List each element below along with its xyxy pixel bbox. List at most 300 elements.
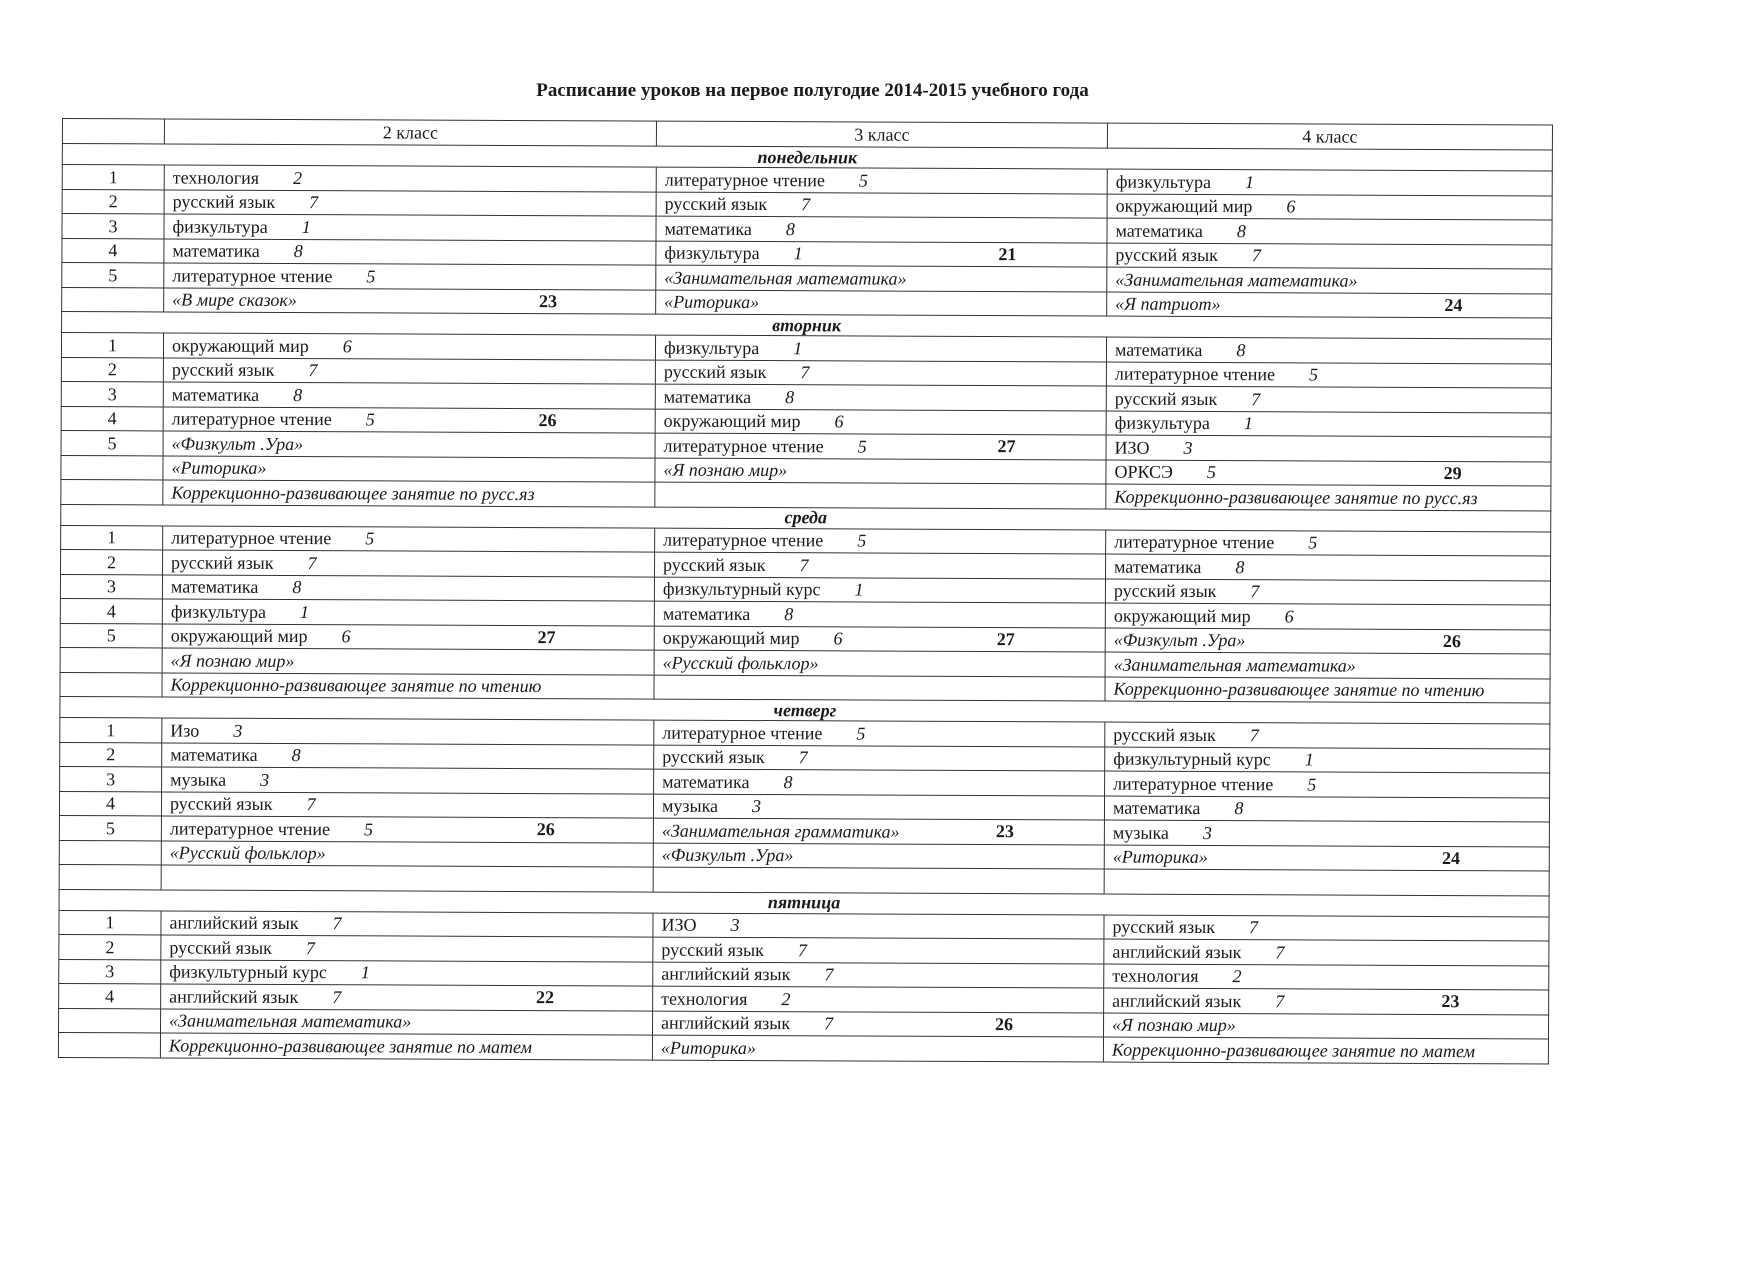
lesson-cell xyxy=(164,238,656,265)
subject: Коррекционно-развивающее занятие по матем xyxy=(168,1035,533,1057)
subject: литературное чтение xyxy=(662,722,823,744)
lesson-cell xyxy=(655,482,1106,508)
weekly-total: 23 xyxy=(538,290,558,311)
lesson-cell xyxy=(656,265,1107,291)
subject: русский язык xyxy=(663,554,766,575)
hours: 6 xyxy=(833,628,843,649)
subject: английский язык xyxy=(1112,990,1242,1011)
lesson-cell xyxy=(1107,243,1552,269)
lesson-number: 1 xyxy=(60,717,162,742)
subject: математика xyxy=(664,218,752,239)
lesson-cell xyxy=(653,843,1104,869)
hours: 2 xyxy=(1232,966,1242,987)
lesson-number: 4 xyxy=(60,598,162,623)
hours: 3 xyxy=(233,720,243,741)
hours: 8 xyxy=(784,603,794,624)
subject: русский язык xyxy=(664,193,768,215)
weekly-total: 23 xyxy=(995,821,1014,842)
hours: 8 xyxy=(1236,220,1246,241)
lesson-number: 2 xyxy=(62,189,164,214)
weekly-total: 26 xyxy=(995,1013,1014,1034)
lesson-cell xyxy=(1107,267,1552,293)
hours: 1 xyxy=(1244,171,1255,192)
subject: физкультура xyxy=(1114,412,1210,434)
hours: 7 xyxy=(1251,245,1261,266)
hours: 7 xyxy=(800,362,810,383)
subject: «Физкульт .Ура» xyxy=(171,433,304,454)
subject: «Занимательная математика» xyxy=(169,1010,412,1032)
subject: русский язык xyxy=(171,359,275,381)
lesson-cell xyxy=(654,675,1105,701)
subject: математика xyxy=(662,771,750,792)
lesson-number: 3 xyxy=(60,574,162,599)
lesson-cell xyxy=(654,720,1105,746)
weekly-total: 24 xyxy=(1444,294,1463,315)
lesson-cell xyxy=(1106,435,1551,461)
subject: физкультура xyxy=(172,216,268,237)
subject: русский язык xyxy=(171,552,274,573)
day-name: понедельник xyxy=(62,144,1552,172)
hours: 7 xyxy=(1250,581,1260,602)
lesson-number xyxy=(60,672,162,697)
hours: 8 xyxy=(293,384,303,405)
lesson-cell xyxy=(1106,362,1551,388)
subject: физкультура xyxy=(664,242,760,264)
lesson-number: 4 xyxy=(62,238,164,263)
lesson-cell xyxy=(161,984,653,1011)
hours: 8 xyxy=(783,771,793,792)
hours: 1 xyxy=(793,337,803,358)
lesson-cell xyxy=(655,528,1106,554)
lesson-cell xyxy=(163,525,655,552)
column-header: 3 класс xyxy=(656,121,1107,148)
hours: 7 xyxy=(309,192,319,213)
lesson-cell xyxy=(1105,771,1550,797)
lesson-cell xyxy=(1103,1037,1548,1063)
subject: музыка xyxy=(661,795,719,817)
lesson-cell xyxy=(656,216,1107,242)
lesson-cell xyxy=(1104,988,1549,1014)
hours: 6 xyxy=(1286,196,1296,217)
subject: математика xyxy=(1112,797,1201,819)
lesson-cell xyxy=(164,263,656,290)
lesson-cell xyxy=(1105,677,1550,703)
subject: английский язык xyxy=(169,912,299,934)
lesson-cell xyxy=(162,742,654,769)
hours: 7 xyxy=(306,794,316,815)
hours: 5 xyxy=(1307,774,1317,795)
day-name: пятница xyxy=(59,889,1549,917)
lesson-cell xyxy=(162,648,654,675)
lesson-row xyxy=(58,1032,1548,1063)
lesson-cell xyxy=(161,910,653,937)
lesson-cell xyxy=(654,626,1105,652)
subject: технология xyxy=(1112,965,1199,987)
lesson-number: 5 xyxy=(59,815,161,840)
subject: литературное чтение xyxy=(663,529,824,551)
lesson-number xyxy=(61,455,163,480)
lesson-cell xyxy=(654,650,1105,676)
hours: 8 xyxy=(785,218,795,239)
subject: математика xyxy=(663,386,752,407)
lesson-cell xyxy=(1104,845,1549,871)
lesson-number xyxy=(61,479,163,504)
lesson-number: 1 xyxy=(61,333,163,358)
hours: 1 xyxy=(300,601,310,622)
lesson-cell xyxy=(164,214,656,241)
hours: 1 xyxy=(793,243,803,264)
lesson-cell xyxy=(1104,820,1549,846)
lesson-cell xyxy=(162,718,654,745)
hours: 3 xyxy=(730,915,740,936)
lesson-cell xyxy=(654,745,1105,771)
hours: 6 xyxy=(342,335,352,357)
lesson-cell xyxy=(162,574,654,601)
lesson-cell xyxy=(1106,337,1551,363)
subject: физкультура xyxy=(170,601,267,622)
lesson-cell xyxy=(653,913,1104,939)
lesson-cell xyxy=(161,935,653,962)
hours: 7 xyxy=(1249,724,1259,745)
lesson-cell xyxy=(656,290,1107,316)
subject: музыка xyxy=(1112,822,1169,843)
weekly-total: 26 xyxy=(538,409,557,430)
lesson-cell xyxy=(656,167,1107,193)
subject: математика xyxy=(662,603,751,624)
subject: русский язык xyxy=(663,361,767,383)
hours: 8 xyxy=(291,745,301,766)
lesson-cell xyxy=(1105,628,1550,654)
subject: ОРКСЭ xyxy=(1114,461,1173,483)
hours: 5 xyxy=(366,266,376,287)
lesson-cell xyxy=(163,382,655,409)
hours: 7 xyxy=(824,964,834,985)
lesson-cell xyxy=(161,791,653,818)
hours: 1 xyxy=(360,962,370,983)
lesson-number: 2 xyxy=(60,742,162,767)
column-header xyxy=(62,119,164,144)
subject: русский язык xyxy=(1115,244,1218,266)
lesson-cell xyxy=(1103,1013,1548,1039)
lesson-number: 3 xyxy=(59,959,161,984)
subject: русский язык xyxy=(169,793,273,815)
subject: математика xyxy=(170,744,258,766)
lesson-number: 4 xyxy=(59,983,161,1008)
subject: русский язык xyxy=(1113,580,1217,602)
hours: 2 xyxy=(292,167,303,188)
hours: 7 xyxy=(305,937,315,958)
column-header: 2 класс xyxy=(164,119,656,146)
lesson-cell xyxy=(653,986,1104,1012)
column-header: 4 класс xyxy=(1107,123,1552,150)
subject: музыка xyxy=(170,769,227,790)
subject: литературное чтение xyxy=(171,527,332,549)
subject: технология xyxy=(172,167,260,188)
lesson-cell xyxy=(1105,579,1550,605)
weekly-total: 21 xyxy=(998,243,1017,264)
lesson-cell xyxy=(162,767,654,794)
subject: физкультурный курс xyxy=(662,578,821,600)
hours: 7 xyxy=(1275,942,1285,963)
subject: «Я познаю мир» xyxy=(663,459,788,481)
hours: 6 xyxy=(834,411,844,432)
hours: 3 xyxy=(1202,822,1212,843)
subject: английский язык xyxy=(169,986,299,1007)
subject: литературное чтение xyxy=(663,435,824,457)
lesson-cell xyxy=(1107,194,1552,220)
subject: математика xyxy=(172,240,260,262)
subject: «В мире сказок» xyxy=(172,289,297,311)
lesson-cell xyxy=(652,1035,1103,1061)
lesson-number: 3 xyxy=(61,381,163,406)
subject: русский язык xyxy=(172,191,276,213)
hours: 8 xyxy=(1235,556,1245,577)
lesson-number xyxy=(59,864,161,889)
subject: русский язык xyxy=(662,746,765,768)
lesson-number xyxy=(62,287,164,312)
lesson-cell xyxy=(163,431,655,458)
hours: 7 xyxy=(307,552,317,573)
hours: 6 xyxy=(341,626,351,647)
lesson-cell xyxy=(655,409,1106,435)
subject: «Риторика» xyxy=(664,291,760,313)
lesson-cell xyxy=(654,769,1105,795)
lesson-cell xyxy=(1106,411,1551,437)
subject: литературное чтение xyxy=(1113,773,1274,795)
weekly-total: 27 xyxy=(537,626,556,647)
subject: ИЗО xyxy=(661,914,697,936)
lesson-number: 5 xyxy=(61,430,163,455)
subject: окружающий мир xyxy=(171,335,309,356)
weekly-total: 29 xyxy=(1443,462,1462,483)
lesson-cell xyxy=(161,959,653,986)
hours: 6 xyxy=(1284,606,1294,627)
hours: 3 xyxy=(260,769,270,790)
weekly-total: 22 xyxy=(535,987,555,1008)
lesson-number: 5 xyxy=(60,623,162,648)
subject: математика xyxy=(1114,556,1202,577)
hours: 5 xyxy=(365,528,375,549)
lesson-cell xyxy=(1106,530,1551,556)
hours: 5 xyxy=(858,170,868,191)
lesson-cell xyxy=(656,241,1107,267)
lesson-number: 5 xyxy=(62,263,164,288)
weekly-total: 23 xyxy=(1441,991,1460,1012)
lesson-cell xyxy=(655,458,1106,484)
hours: 5 xyxy=(365,409,375,430)
hours: 7 xyxy=(1275,991,1285,1012)
subject: русский язык xyxy=(169,937,272,958)
lesson-cell xyxy=(1104,964,1549,990)
lesson-cell xyxy=(164,287,656,314)
subject: Изо xyxy=(170,720,200,741)
subject: «Русский фольклор» xyxy=(662,652,819,674)
subject: «Риторика» xyxy=(1112,846,1208,868)
subject: литературное чтение xyxy=(664,169,825,191)
lesson-cell xyxy=(1106,554,1551,580)
hours: 7 xyxy=(798,747,808,768)
hours: 1 xyxy=(1243,413,1253,434)
hours: 7 xyxy=(1251,388,1261,409)
subject: математика xyxy=(170,576,259,598)
subject: Коррекционно-развивающее занятие по матем xyxy=(1111,1039,1476,1061)
subject: математика xyxy=(171,384,260,405)
subject: английский язык xyxy=(661,1012,791,1034)
subject: окружающий мир xyxy=(663,410,801,432)
hours: 7 xyxy=(308,360,318,381)
lesson-cell xyxy=(1105,747,1550,773)
subject: «Занимательная математика» xyxy=(664,267,907,289)
subject: литературное чтение xyxy=(1114,531,1275,553)
lesson-cell xyxy=(1105,652,1550,678)
lesson-cell xyxy=(655,360,1106,386)
lesson-number: 4 xyxy=(61,406,163,431)
subject: «Русский фольклор» xyxy=(169,842,326,864)
subject: Коррекционно-развивающее занятие по русс.яз xyxy=(1114,486,1478,508)
lesson-cell xyxy=(653,818,1104,844)
subject: «Я познаю мир» xyxy=(170,650,295,671)
lesson-cell xyxy=(1107,169,1552,195)
lesson-number: 2 xyxy=(61,357,163,382)
hours: 1 xyxy=(854,579,864,600)
subject: английский язык xyxy=(1112,941,1242,962)
lesson-cell xyxy=(163,333,655,360)
subject: окружающий мир xyxy=(662,627,800,649)
weekly-total: 24 xyxy=(1441,847,1461,868)
hours: 5 xyxy=(1308,364,1319,385)
hours: 5 xyxy=(856,723,866,744)
hours: 8 xyxy=(1234,798,1244,819)
subject: Коррекционно-развивающее занятие по русс.яз xyxy=(171,482,535,504)
subject: окружающий мир xyxy=(170,625,308,647)
subject: литературное чтение xyxy=(1114,363,1276,385)
hours: 5 xyxy=(1206,462,1216,483)
hours: 2 xyxy=(781,988,791,1009)
lesson-cell xyxy=(1104,939,1549,965)
lesson-cell xyxy=(653,937,1104,963)
subject: окружающий мир xyxy=(1113,605,1251,626)
lesson-cell xyxy=(653,1011,1104,1037)
subject: английский язык xyxy=(661,963,791,985)
lesson-number: 4 xyxy=(59,791,161,816)
hours: 7 xyxy=(332,986,342,1007)
weekly-total: 26 xyxy=(1442,630,1461,651)
lesson-cell xyxy=(163,550,655,577)
subject: физкультура xyxy=(663,337,760,358)
hours: 8 xyxy=(785,386,795,407)
hours: 5 xyxy=(363,819,374,840)
day-name: вторник xyxy=(62,312,1552,340)
weekly-total: 27 xyxy=(996,628,1015,649)
lesson-cell xyxy=(655,552,1106,578)
subject: литературное чтение xyxy=(171,408,332,430)
lesson-number: 1 xyxy=(62,165,164,190)
hours: 7 xyxy=(824,1013,834,1034)
subject: «Риторика» xyxy=(660,1037,756,1058)
lesson-number: 1 xyxy=(61,525,163,550)
hours: 8 xyxy=(292,577,302,598)
lesson-cell xyxy=(161,1008,653,1035)
subject: «Занимательная математика» xyxy=(1115,269,1358,291)
subject: физкультурный курс xyxy=(169,961,327,983)
lesson-number: 2 xyxy=(59,934,161,959)
subject: ИЗО xyxy=(1114,437,1150,458)
lesson-cell xyxy=(163,480,655,507)
subject: физкультура xyxy=(1115,171,1212,192)
lesson-cell xyxy=(655,335,1106,361)
hours: 1 xyxy=(1304,749,1314,770)
lesson-number: 3 xyxy=(60,766,162,791)
lesson-cell xyxy=(1104,796,1549,822)
lesson-cell xyxy=(1107,218,1552,244)
hours: 7 xyxy=(1248,917,1259,938)
weekly-total: 27 xyxy=(997,436,1016,457)
subject: физкультурный курс xyxy=(1113,748,1271,770)
lesson-cell xyxy=(653,962,1104,988)
lesson-cell xyxy=(161,840,653,867)
hours: 3 xyxy=(752,796,762,817)
lesson-number: 2 xyxy=(61,549,163,574)
subject: литературное чтение xyxy=(172,265,333,286)
hours: 7 xyxy=(797,939,807,961)
subject: «Физкульт .Ура» xyxy=(661,844,794,866)
lesson-cell xyxy=(163,357,655,384)
subject: «Риторика» xyxy=(171,457,267,479)
hours: 7 xyxy=(799,554,809,576)
lesson-cell xyxy=(1106,386,1551,412)
subject: «Занимательная математика» xyxy=(1113,654,1356,676)
lesson-number: 3 xyxy=(62,214,164,239)
lesson-cell xyxy=(163,455,655,482)
hours: 7 xyxy=(801,194,811,215)
subject: «Занимательная грамматика» xyxy=(661,820,900,842)
hours: 5 xyxy=(857,436,867,457)
subject: «Я патриот» xyxy=(1115,293,1221,315)
hours: 8 xyxy=(293,241,303,262)
lesson-cell xyxy=(1105,722,1550,748)
lesson-cell xyxy=(162,672,654,699)
subject: математика xyxy=(1115,220,1203,241)
lesson-number xyxy=(59,840,161,865)
subject: «Я познаю мир» xyxy=(1112,1014,1236,1036)
subject: литературное чтение xyxy=(169,818,331,839)
hours: 5 xyxy=(1308,532,1318,553)
lesson-cell xyxy=(1104,915,1549,941)
lesson-number xyxy=(60,647,162,672)
lesson-cell xyxy=(163,406,655,433)
lesson-cell xyxy=(1106,484,1551,510)
subject: математика xyxy=(1114,339,1203,360)
subject: окружающий мир xyxy=(1115,195,1253,217)
lesson-cell xyxy=(655,384,1106,410)
subject: русский язык xyxy=(1114,388,1218,409)
subject: русский язык xyxy=(1112,916,1216,938)
day-name: четверг xyxy=(60,696,1550,724)
lesson-cell xyxy=(1106,460,1551,486)
lesson-cell xyxy=(654,601,1105,627)
lesson-cell xyxy=(162,599,654,626)
lesson-cell xyxy=(1105,603,1550,629)
hours: 5 xyxy=(857,530,867,551)
subject: Коррекционно-развивающее занятие по чтению xyxy=(1113,678,1485,701)
hours: 7 xyxy=(332,913,342,934)
lesson-cell xyxy=(655,433,1106,459)
day-name: среда xyxy=(61,504,1551,532)
lesson-cell xyxy=(653,867,1104,893)
lesson-cell xyxy=(164,165,656,192)
document-title: Расписание уроков на первое полугодие 2014-2015 учебного года xyxy=(536,80,1089,101)
hours: 3 xyxy=(1183,437,1193,458)
